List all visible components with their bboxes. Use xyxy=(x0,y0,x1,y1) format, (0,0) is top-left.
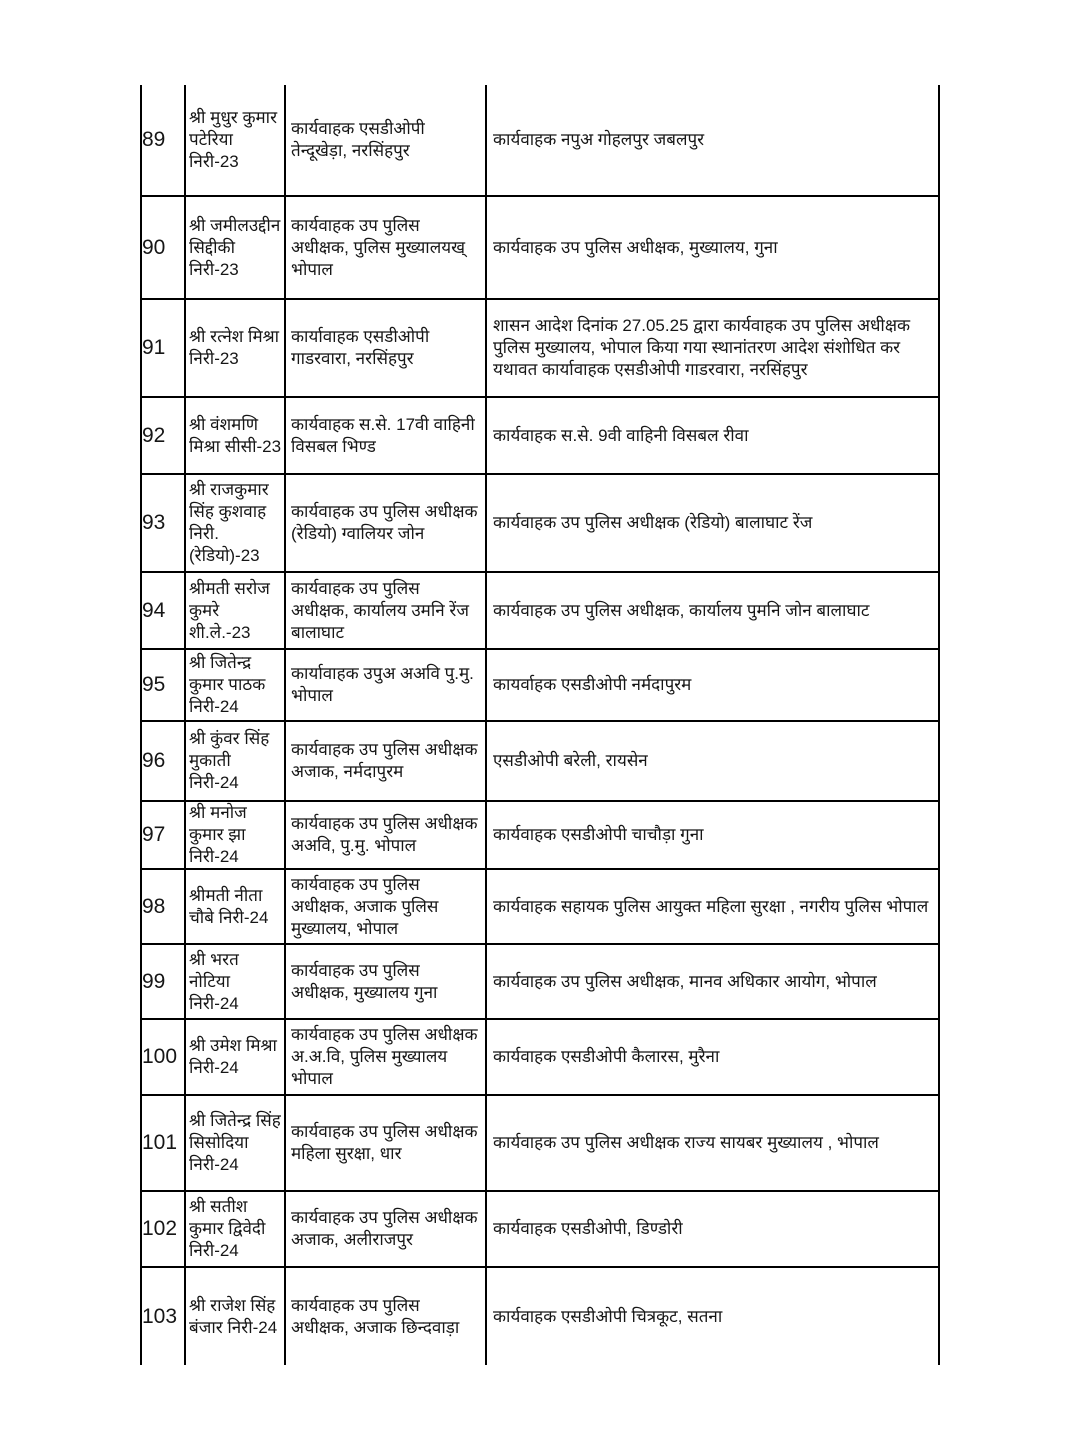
serial-number: 91 xyxy=(142,336,166,359)
table-row xyxy=(142,398,938,475)
current-post: कार्यवाहक स.से. 17वी वाहिनी विसबल भिण्ड xyxy=(291,414,475,456)
officer-name: श्री उमेश मिश्रा निरी-24 xyxy=(189,1036,277,1077)
name-cell xyxy=(186,1192,286,1266)
officer-name: श्री मनोज कुमार झा निरी-24 xyxy=(189,803,247,866)
name-cell xyxy=(186,475,286,571)
current-post-cell xyxy=(286,650,487,720)
serial-cell xyxy=(142,197,186,298)
new-post: कार्यवाहक उप पुलिस अधीक्षक, मानव अधिकार आयोग, भोपाल xyxy=(493,971,877,991)
current-post-cell xyxy=(286,1096,487,1190)
table-row xyxy=(142,1020,938,1096)
serial-number: 93 xyxy=(142,511,166,534)
new-post: कार्यवाहक उप पुलिस अधीक्षक, मुख्यालय, गुना xyxy=(493,237,778,257)
current-post: कार्यवाहक उप पुलिस अधीक्षक अअवि, पु.मु. भोपाल xyxy=(291,814,478,855)
table-row xyxy=(142,870,938,945)
officer-name: श्री सतीश कुमार द्विवेदी निरी-24 xyxy=(189,1197,266,1260)
current-post-cell xyxy=(286,398,487,473)
officer-name: श्री जितेन्द्र सिंह सिसोदिया निरी-24 xyxy=(189,1111,281,1174)
current-post: कार्यवाहक उप पुलिस अधीक्षक, अजाक छिन्दवाड़ा xyxy=(291,1295,460,1337)
new-post: कार्यवाहक उप पुलिस अधीक्षक (रेडियो) बालाघाट रेंज xyxy=(493,513,813,532)
officer-name: श्रीमती नीता चौबे निरी-24 xyxy=(189,885,269,927)
officer-name: श्री मुधुर कुमार पटेरिया निरी-23 xyxy=(189,108,278,171)
current-post: कार्यवाहक उप पुलिस अधीक्षक महिला सुरक्षा, धार xyxy=(291,1122,478,1163)
current-post: कार्यवाहक एसडीओपी तेन्दूखेड़ा, नरसिंहपुर xyxy=(291,119,425,160)
new-post: कार्यवाहक एसडीओपी, डिण्डोरी xyxy=(493,1219,683,1238)
current-post-cell xyxy=(286,722,487,800)
name-cell xyxy=(186,197,286,298)
officer-name: श्री जमीलउद्दीन सिद्दीकी निरी-23 xyxy=(189,215,281,279)
table-row xyxy=(142,722,938,802)
new-post: कार्यवाहक नपुअ गोहलपुर जबलपुर xyxy=(493,130,705,149)
serial-cell xyxy=(142,1192,186,1266)
current-post-cell xyxy=(286,85,487,195)
serial-number: 89 xyxy=(142,128,166,151)
name-cell xyxy=(186,398,286,473)
new-post: कार्यवाहक स.से. 9वी वाहिनी विसबल रीवा xyxy=(493,425,749,445)
new-post: कार्यवाहक एसडीओपी चित्रकूट, सतना xyxy=(493,1306,723,1326)
current-post: कार्यवाहक उप पुलिस अधीक्षक (रेडियो) ग्वालियर जोन xyxy=(291,502,478,543)
table-row xyxy=(142,650,938,722)
table-row xyxy=(142,1192,938,1268)
serial-cell xyxy=(142,650,186,720)
table-row xyxy=(142,945,938,1020)
new-post-cell xyxy=(487,722,938,800)
current-post: कार्यवाहक उप पुलिस अधीक्षक, पुलिस मुख्यालयख् भोपाल xyxy=(291,215,466,279)
serial-cell xyxy=(142,870,186,943)
current-post-cell xyxy=(286,475,487,571)
officer-name: श्री वंशमणि मिश्रा सीसी-23 xyxy=(189,414,282,456)
new-post: कार्यवाहक उप पुलिस अधीक्षक राज्य सायबर मुख्यालय , भोपाल xyxy=(493,1133,879,1152)
transfer-order-table xyxy=(140,85,940,1365)
new-post: शासन आदेश दिनांक 27.05.25 द्वारा कार्यवाहक उप पुलिस अधीक्षक पुलिस मुख्यालय, भोपाल किया गया स्थानांतरण आदेश संशोधित कर यथावत कार्यावाहक एसडीओपी गाडरवारा, नरसिंहपुर xyxy=(493,316,911,379)
name-cell xyxy=(186,1096,286,1190)
table-row xyxy=(142,1268,938,1365)
current-post: कार्यवाहक उप पुलिस अधीक्षक अजाक, अलीराजपुर xyxy=(291,1208,478,1249)
current-post-cell xyxy=(286,945,487,1018)
new-post-cell xyxy=(487,945,938,1018)
name-cell xyxy=(186,650,286,720)
name-cell xyxy=(186,1020,286,1094)
serial-cell xyxy=(142,1020,186,1094)
new-post: कार्यवाहक एसडीओपी चाचौड़ा गुना xyxy=(493,825,704,844)
table-row xyxy=(142,85,938,197)
name-cell xyxy=(186,85,286,195)
serial-number: 90 xyxy=(142,235,166,259)
new-post-cell xyxy=(487,870,938,943)
new-post-cell xyxy=(487,650,938,720)
current-post-cell xyxy=(286,1268,487,1365)
officer-name: श्री भरत नोटिया निरी-24 xyxy=(189,949,239,1013)
current-post-cell xyxy=(286,1020,487,1094)
new-post-cell xyxy=(487,1268,938,1365)
table-row xyxy=(142,300,938,398)
name-cell xyxy=(186,1268,286,1365)
serial-cell xyxy=(142,300,186,396)
name-cell xyxy=(186,300,286,396)
current-post: कार्यावाहक एसडीओपी गाडरवारा, नरसिंहपुर xyxy=(291,327,430,368)
new-post-cell xyxy=(487,398,938,473)
new-post-cell xyxy=(487,300,938,396)
current-post-cell xyxy=(286,870,487,943)
current-post: कार्यावाहक उपुअ अअवि पु.मु. भोपाल xyxy=(291,664,474,705)
serial-cell xyxy=(142,398,186,473)
officer-name: श्री राजकुमार सिंह कुशवाह निरी. (रेडियो)-23 xyxy=(189,480,269,565)
new-post: कार्यवाहक सहायक पुलिस आयुक्त महिला सुरक्षा , नगरीय पुलिस भोपाल xyxy=(493,896,929,916)
serial-cell xyxy=(142,573,186,648)
table-row xyxy=(142,1096,938,1192)
serial-number: 96 xyxy=(142,749,166,772)
name-cell xyxy=(186,802,286,868)
current-post-cell xyxy=(286,197,487,298)
table-row xyxy=(142,573,938,650)
new-post-cell xyxy=(487,475,938,571)
name-cell xyxy=(186,870,286,943)
new-post-cell xyxy=(487,1192,938,1266)
serial-number: 102 xyxy=(142,1217,178,1240)
serial-number: 92 xyxy=(142,423,166,447)
new-post-cell xyxy=(487,197,938,298)
current-post-cell xyxy=(286,802,487,868)
serial-cell xyxy=(142,85,186,195)
serial-cell xyxy=(142,802,186,868)
officer-name: श्री राजेश सिंह बंजार निरी-24 xyxy=(189,1295,278,1337)
table-row xyxy=(142,197,938,300)
name-cell xyxy=(186,945,286,1018)
current-post: कार्यवाहक उप पुलिस अधीक्षक अ.अ.वि, पुलिस मुख्यालय भोपाल xyxy=(291,1025,478,1088)
officer-name: श्री जितेन्द्र कुमार पाठक निरी-24 xyxy=(189,653,266,716)
new-post: कायर्वाहक एसडीओपी नर्मदापुरम xyxy=(493,675,692,694)
serial-number: 95 xyxy=(142,673,166,696)
serial-cell xyxy=(142,1096,186,1190)
new-post: एसडीओपी बरेली, रायसेन xyxy=(493,751,648,770)
current-post-cell xyxy=(286,1192,487,1266)
serial-number: 94 xyxy=(142,598,166,622)
new-post-cell xyxy=(487,573,938,648)
officer-name: श्री कुंवर सिंह मुकाती निरी-24 xyxy=(189,729,270,792)
current-post: कार्यवाहक उप पुलिस अधीक्षक अजाक, नर्मदापुरम xyxy=(291,740,478,781)
current-post: कार्यवाहक उप पुलिस अधीक्षक, कार्यालय उमनि रेंज बालाघाट xyxy=(291,578,469,642)
current-post-cell xyxy=(286,573,487,648)
new-post-cell xyxy=(487,802,938,868)
new-post-cell xyxy=(487,1020,938,1094)
officer-name: श्री रत्नेश मिश्रा निरी-23 xyxy=(189,327,280,368)
officer-name: श्रीमती सरोज कुमरे शी.ले.-23 xyxy=(189,578,270,642)
new-post-cell xyxy=(487,1096,938,1190)
serial-number: 101 xyxy=(142,1131,178,1154)
current-post-cell xyxy=(286,300,487,396)
new-post-cell xyxy=(487,85,938,195)
table-row xyxy=(142,475,938,573)
current-post: कार्यवाहक उप पुलिस अधीक्षक, मुख्यालय गुना xyxy=(291,960,438,1002)
name-cell xyxy=(186,573,286,648)
serial-number: 98 xyxy=(142,894,166,918)
serial-cell xyxy=(142,945,186,1018)
serial-number: 103 xyxy=(142,1304,178,1328)
current-post: कार्यवाहक उप पुलिस अधीक्षक, अजाक पुलिस मुख्यालय, भोपाल xyxy=(291,874,439,938)
table-row xyxy=(142,802,938,870)
new-post: कार्यवाहक एसडीओपी कैलारस, मुरैना xyxy=(493,1047,720,1066)
serial-number: 97 xyxy=(142,823,166,846)
serial-cell xyxy=(142,475,186,571)
serial-cell xyxy=(142,722,186,800)
serial-cell xyxy=(142,1268,186,1365)
serial-number: 100 xyxy=(142,1045,178,1068)
serial-number: 99 xyxy=(142,969,166,993)
name-cell xyxy=(186,722,286,800)
new-post: कार्यवाहक उप पुलिस अधीक्षक, कार्यालय पुमनि जोन बालाघाट xyxy=(493,600,870,620)
